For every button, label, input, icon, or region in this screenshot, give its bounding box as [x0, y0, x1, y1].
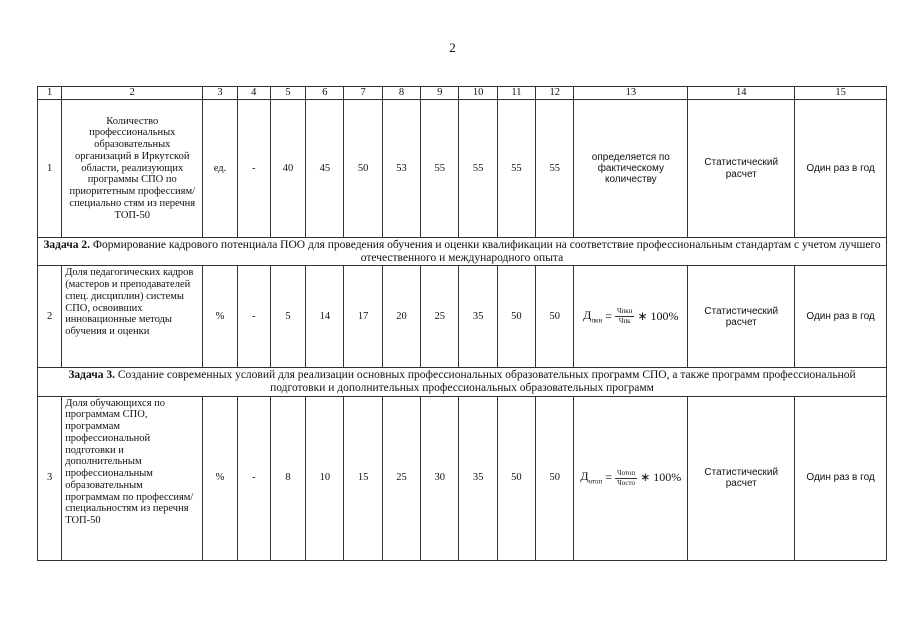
formula-subscript: отоп [588, 477, 603, 486]
numerator-symbol: Ч [617, 307, 622, 316]
header-cell: 3 [203, 87, 237, 100]
value-cell: 55 [421, 100, 459, 238]
task-text: Создание современных условий для реализации основных профессиональных образовательных программ СПО, а также программ профессиональной подготовки и дополнительных профессиональных образовательных программ [115, 369, 856, 394]
header-cell: 13 [574, 87, 688, 100]
table-row [38, 396, 887, 560]
calculation-formula [574, 266, 688, 368]
header-cell: 10 [459, 87, 497, 100]
unit-cell: ед. [203, 100, 237, 238]
table-row [38, 100, 887, 238]
indicator-name: Доля обучающихся по программам СПО, программам профессиональной подготовки и дополнительным профессиональным образовательным программам по профессиям/ специальностям из перечня ТОП-50 [62, 396, 203, 560]
value-cell: 50 [536, 266, 574, 368]
denominator-subscript: пк [623, 317, 631, 326]
indicator-name: Доля педагогических кадров (мастеров и преподавателей спец. дисциплин) системы СПО, освоивших инновационные методы обучения и оценки [62, 266, 203, 368]
task-row [38, 238, 887, 266]
value-cell: 55 [459, 100, 497, 238]
header-cell: 15 [795, 87, 887, 100]
value-cell: 25 [421, 266, 459, 368]
numerator-symbol: Ч [617, 468, 622, 477]
numerator-subscript: отоп [621, 468, 636, 477]
frequency: Один раз в год [795, 100, 887, 238]
calculation-formula [574, 396, 688, 560]
header-cell: 6 [306, 87, 344, 100]
formula-lhs [580, 470, 602, 486]
value-cell: 55 [497, 100, 535, 238]
value-cell: 50 [497, 396, 535, 560]
header-cell: 14 [688, 87, 795, 100]
task-3-heading [38, 368, 887, 396]
formula-fraction [615, 308, 634, 325]
fraction-numerator [615, 470, 637, 479]
denominator-symbol: Ч [618, 317, 624, 326]
fraction-denominator [617, 317, 633, 325]
value-cell: 35 [459, 266, 497, 368]
value-cell: 10 [306, 396, 344, 560]
denominator-symbol: Ч [617, 478, 622, 487]
row-number: 2 [38, 266, 62, 368]
task-label: Задача 3. [68, 369, 116, 382]
value-cell: 20 [382, 266, 420, 368]
header-cell: 2 [62, 87, 203, 100]
row-number: 3 [38, 396, 62, 560]
header-cell: 9 [421, 87, 459, 100]
value-cell: 50 [536, 396, 574, 560]
value-cell: 50 [344, 100, 382, 238]
frequency: Один раз в год [795, 266, 887, 368]
formula-lhs [583, 309, 602, 325]
value-cell: 5 [270, 266, 305, 368]
data-source: Статистический расчет [688, 396, 795, 560]
header-cell: 7 [344, 87, 382, 100]
data-source: Статистический расчет [688, 266, 795, 368]
unit-cell: % [203, 396, 237, 560]
indicator-name: Количество профессиональных образовательных организаций в Иркутской области, реализующих программы СПО по приоритетным профессиям/специально стям из перечня ТОП-50 [62, 100, 203, 238]
header-row [38, 87, 887, 100]
value-cell: 40 [270, 100, 305, 238]
fraction-numerator [615, 308, 634, 317]
base-value: - [237, 266, 270, 368]
page-number: 2 [449, 40, 456, 55]
header-cell: 5 [270, 87, 305, 100]
formula-subscript: пкн [591, 316, 603, 325]
fraction-denominator [615, 479, 637, 487]
value-cell: 35 [459, 396, 497, 560]
value-cell: 30 [421, 396, 459, 560]
task-2-heading [38, 238, 887, 266]
row-number: 1 [38, 100, 62, 238]
formula-fraction [615, 470, 637, 487]
header-cell: 4 [237, 87, 270, 100]
formula-tail: ∗ 100% [637, 309, 679, 324]
formula-symbol: Д [583, 307, 592, 322]
value-cell: 25 [382, 396, 420, 560]
header-cell: 12 [536, 87, 574, 100]
data-source: Статистический расчет [688, 100, 795, 238]
task-row [38, 368, 887, 396]
value-cell: 8 [270, 396, 305, 560]
header-cell: 11 [497, 87, 535, 100]
table-row [38, 266, 887, 368]
value-cell: 14 [306, 266, 344, 368]
indicators-table [37, 86, 887, 561]
value-cell: 53 [382, 100, 420, 238]
calculation-method: определяется по фактическому количеству [574, 100, 688, 238]
value-cell: 50 [497, 266, 535, 368]
base-value: - [237, 396, 270, 560]
formula-tail: ∗ 100% [640, 470, 682, 485]
header-cell: 1 [38, 87, 62, 100]
value-cell: 17 [344, 266, 382, 368]
task-label: Задача 2. [43, 239, 90, 251]
equals-sign: = [605, 470, 612, 485]
formula-symbol: Д [580, 468, 589, 483]
formula [583, 308, 678, 325]
frequency: Один раз в год [795, 396, 887, 560]
equals-sign: = [605, 309, 612, 324]
task-text: Формирование кадрового потенциала ПОО для проведения обучения и оценки квалификации на соответствие профессиональным стандартам с учетом лучшего отечественного и международного опыта [90, 239, 881, 264]
denominator-subscript: осто [621, 478, 635, 487]
value-cell: 45 [306, 100, 344, 238]
header-cell: 8 [382, 87, 420, 100]
formula [580, 470, 681, 487]
value-cell: 15 [344, 396, 382, 560]
numerator-subscript: пкн [621, 307, 633, 316]
value-cell: 55 [536, 100, 574, 238]
unit-cell: % [203, 266, 237, 368]
base-value: - [237, 100, 270, 238]
